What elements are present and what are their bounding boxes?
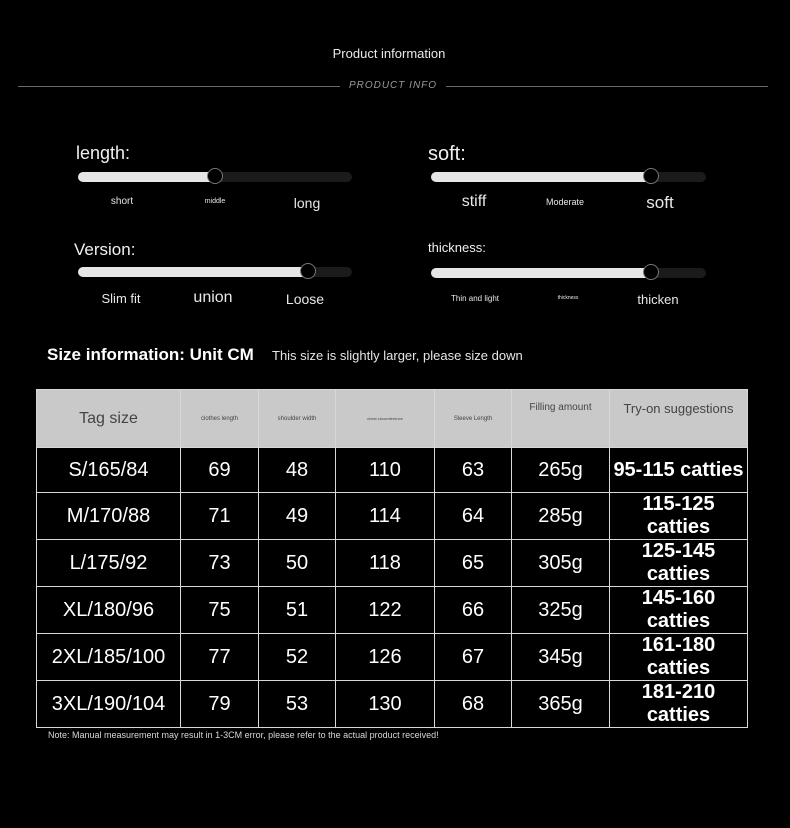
cell-clothes-length: 75 xyxy=(181,587,259,634)
slider-knob xyxy=(643,168,659,184)
header-chest-circumference: chest circumference xyxy=(336,390,435,448)
table-row xyxy=(37,681,748,728)
cell-tag-size: M/170/88 xyxy=(37,493,181,540)
cell-shoulder-width: 52 xyxy=(259,634,336,681)
slider-tick-mid: middle xyxy=(204,198,226,205)
header-tag-size: Tag size xyxy=(37,390,181,448)
cell-clothes-length: 77 xyxy=(181,634,259,681)
slider-tick-low: short xyxy=(110,196,134,207)
slider-fill xyxy=(431,172,651,182)
slider-track xyxy=(431,268,706,278)
slider-fill xyxy=(431,268,651,278)
cell-tag-size: XL/180/96 xyxy=(37,587,181,634)
slider-version xyxy=(74,240,364,315)
cell-clothes-length: 79 xyxy=(181,681,259,728)
cell-sleeve-length: 68 xyxy=(435,681,512,728)
slider-tick-low: Slim fit xyxy=(101,291,141,306)
cell-try-on: 115-125 catties xyxy=(610,493,748,540)
cell-chest: 122 xyxy=(336,587,435,634)
header-filling-amount: Filling amount xyxy=(512,390,610,448)
cell-tag-size: 3XL/190/104 xyxy=(37,681,181,728)
cell-sleeve-length: 65 xyxy=(435,540,512,587)
cell-shoulder-width: 53 xyxy=(259,681,336,728)
cell-try-on: 125-145 catties xyxy=(610,540,748,587)
slider-fill xyxy=(78,172,215,182)
measurement-footnote: Note: Manual measurement may result in 1-3CM error, please refer to the actual product received! xyxy=(48,730,439,740)
table-row xyxy=(37,493,748,540)
cell-tag-size: L/175/92 xyxy=(37,540,181,587)
cell-try-on: 181-210 catties xyxy=(610,681,748,728)
header-try-on: Try-on suggestions xyxy=(610,390,748,448)
slider-thickness xyxy=(428,240,718,315)
slider-tick-low: stiff xyxy=(461,193,487,210)
cell-sleeve-length: 64 xyxy=(435,493,512,540)
cell-filling-amount: 365g xyxy=(512,681,610,728)
slider-tick-high: Loose xyxy=(285,291,325,307)
cell-shoulder-width: 51 xyxy=(259,587,336,634)
table-row xyxy=(37,634,748,681)
cell-filling-amount: 345g xyxy=(512,634,610,681)
page-subtitle: PRODUCT INFO xyxy=(348,80,438,91)
cell-sleeve-length: 63 xyxy=(435,448,512,493)
cell-try-on: 95-115 catties xyxy=(610,448,748,493)
section-divider xyxy=(18,80,768,94)
size-info-heading: Size information: Unit CM xyxy=(47,345,254,364)
divider-line-left xyxy=(18,86,340,87)
slider-track xyxy=(431,172,706,182)
slider-length xyxy=(76,143,366,218)
slider-soft xyxy=(428,143,718,218)
cell-filling-amount: 325g xyxy=(512,587,610,634)
cell-chest: 118 xyxy=(336,540,435,587)
cell-tag-size: 2XL/185/100 xyxy=(37,634,181,681)
cell-sleeve-length: 66 xyxy=(435,587,512,634)
table-row xyxy=(37,587,748,634)
cell-shoulder-width: 50 xyxy=(259,540,336,587)
slider-tick-high: thicken xyxy=(637,292,679,307)
cell-tag-size: S/165/84 xyxy=(37,448,181,493)
slider-label: length: xyxy=(76,143,131,163)
slider-knob xyxy=(643,264,659,280)
slider-track xyxy=(78,172,352,182)
cell-filling-amount: 305g xyxy=(512,540,610,587)
page-title: Product information xyxy=(332,46,446,61)
table-header-row xyxy=(37,390,748,448)
cell-chest: 126 xyxy=(336,634,435,681)
header-sleeve-length: Sleeve Length xyxy=(435,390,512,448)
cell-chest: 110 xyxy=(336,448,435,493)
slider-knob xyxy=(207,168,223,184)
table-row xyxy=(37,448,748,493)
cell-shoulder-width: 48 xyxy=(259,448,336,493)
slider-tick-mid: thickness xyxy=(557,295,579,301)
cell-clothes-length: 71 xyxy=(181,493,259,540)
size-table xyxy=(36,389,748,728)
slider-fill xyxy=(78,267,308,277)
slider-tick-mid: Moderate xyxy=(545,197,585,207)
divider-line-right xyxy=(446,86,768,87)
cell-try-on: 161-180 catties xyxy=(610,634,748,681)
cell-chest: 130 xyxy=(336,681,435,728)
cell-clothes-length: 73 xyxy=(181,540,259,587)
slider-track xyxy=(78,267,352,277)
header-clothes-length: clothes length xyxy=(181,390,259,448)
slider-tick-high: long xyxy=(293,195,321,211)
size-info-note: This size is slightly larger, please size down xyxy=(272,348,523,363)
cell-try-on: 145-160 catties xyxy=(610,587,748,634)
slider-tick-high: soft xyxy=(646,193,674,212)
cell-clothes-length: 69 xyxy=(181,448,259,493)
cell-shoulder-width: 49 xyxy=(259,493,336,540)
slider-label: soft: xyxy=(428,143,466,165)
cell-filling-amount: 285g xyxy=(512,493,610,540)
slider-label: Version: xyxy=(74,240,136,259)
slider-label: thickness: xyxy=(428,240,486,255)
cell-filling-amount: 265g xyxy=(512,448,610,493)
slider-tick-mid: union xyxy=(193,289,233,306)
cell-sleeve-length: 67 xyxy=(435,634,512,681)
table-row xyxy=(37,540,748,587)
slider-knob xyxy=(300,263,316,279)
cell-chest: 114 xyxy=(336,493,435,540)
slider-tick-low: Thin and light xyxy=(450,294,500,303)
header-shoulder-width: shoulder width xyxy=(259,390,336,448)
